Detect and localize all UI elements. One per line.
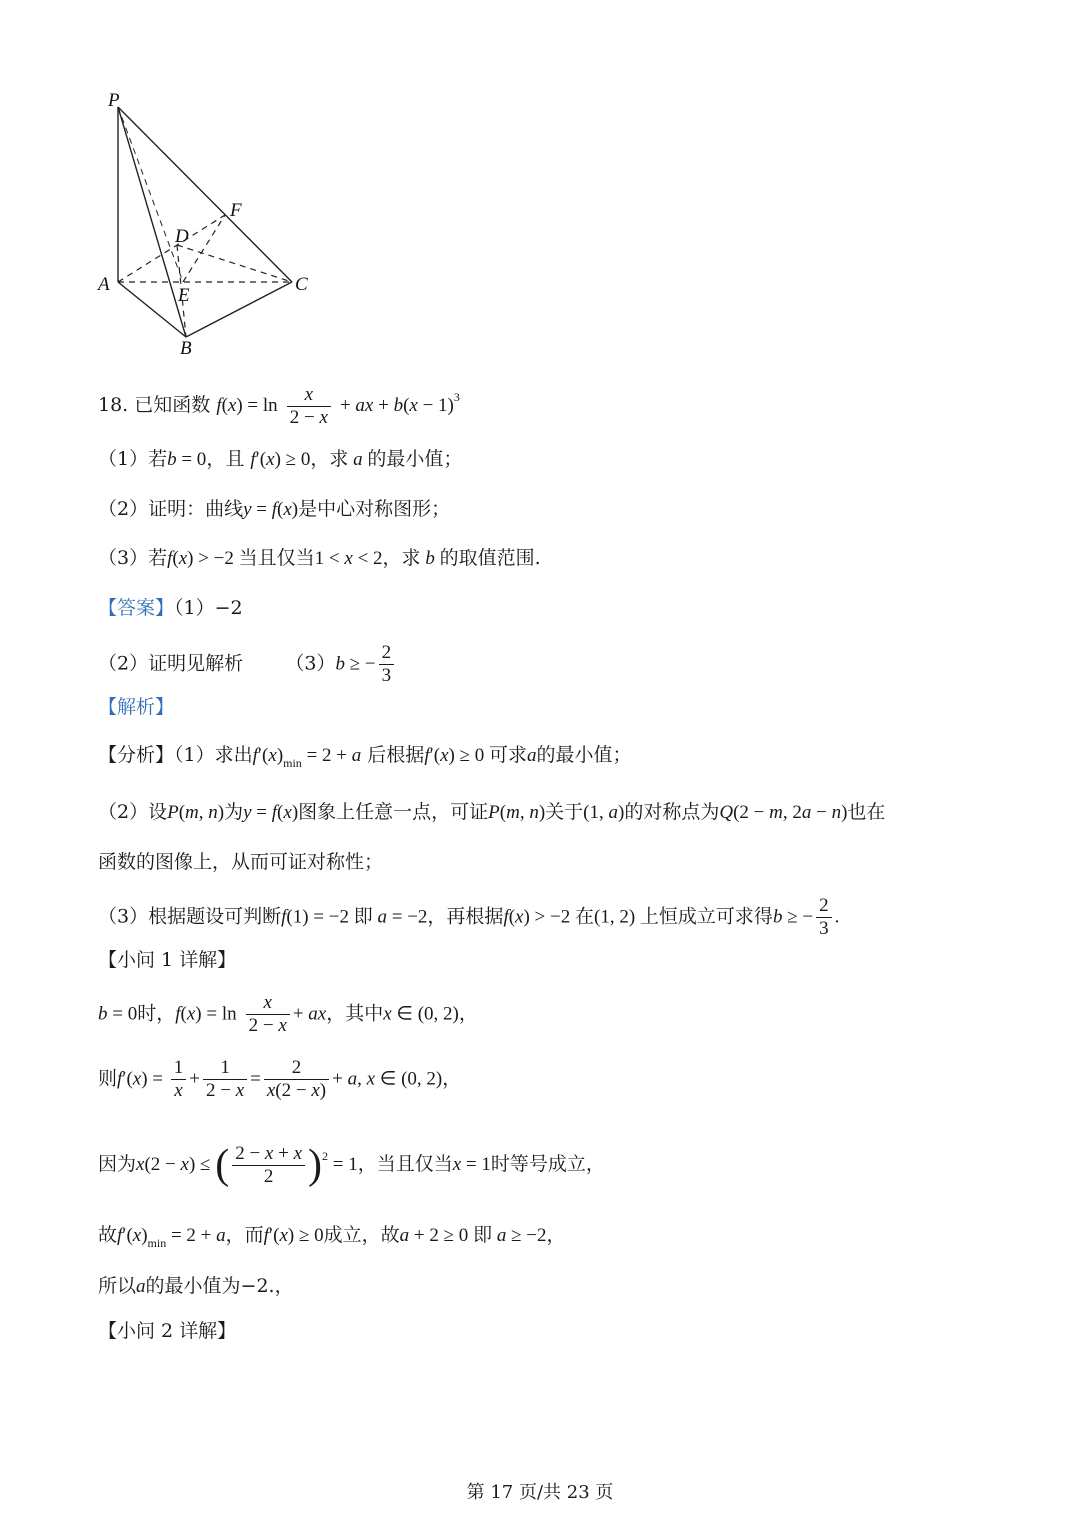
label-F: F bbox=[230, 200, 242, 221]
detail-1-line-2: 则f′(x) = $\frac{1}{x}$ + $\frac{1}{2 - x}$ = $\frac{2}{x(2 - x)}$ + a, x ∈ (0, 2)， bbox=[98, 1057, 462, 1101]
pyramid-figure bbox=[88, 82, 348, 372]
question-2: （2）证明：曲线y = f(x)是中心对称图形； bbox=[98, 498, 451, 520]
detail-1-line-4: 故$f'(x)_{min} = 2 + a$，而f′(x) ≥ 0成立，故a + 2 ≥ 0 即 a ≥ −2， bbox=[98, 1224, 566, 1250]
analysis-point-2: （2）设P(m, n)为y = f(x)图象上任意一点，可证P(m, n)关于(1, a)的对称点为Q(2 − m, 2a − n)也在 bbox=[98, 801, 886, 823]
edge-BC bbox=[186, 282, 292, 337]
label-A: A bbox=[98, 274, 110, 295]
analysis-tag: 【解析】 bbox=[98, 696, 175, 718]
analysis-point-1: 【分析】（1）求出$f'(x)_{min} = 2 + a$ 后根据f′(x) ≥ 0 可求a的最小值； bbox=[98, 744, 632, 770]
detail-2-tag: 【小问 2 详解】 bbox=[98, 1320, 237, 1342]
edge-AF bbox=[118, 215, 225, 282]
analysis-point-3: （3）根据题设可判断f(1) = −2 即 a = −2，再根据f(x) > −2 在(1, 2) 上恒成立可求得b ≥ − $\frac{2}{3}$ . bbox=[98, 895, 840, 939]
detail-1-line-5: 所以a的最小值为−2.， bbox=[98, 1275, 294, 1297]
label-D: D bbox=[175, 226, 189, 247]
analysis-tag-line bbox=[98, 692, 174, 722]
label-B: B bbox=[180, 338, 192, 359]
question-1: （1）若b = 0，且 f′(x) ≥ 0，求 a 的最小值； bbox=[98, 448, 463, 470]
label-C: C bbox=[295, 274, 308, 295]
problem-statement: 18. 已知函数 f(x) = ln $\frac{x}{2 - x}$ + ax + $b(x - 1)^3$ bbox=[98, 383, 460, 428]
edge-DC bbox=[177, 245, 292, 282]
answer-tag: 【答案】 bbox=[98, 597, 175, 619]
question-3: （3）若f(x) > −2 当且仅当1 < x < 2，求 b 的取值范围. bbox=[98, 547, 541, 569]
edge-AB bbox=[118, 282, 186, 337]
label-P: P bbox=[108, 90, 120, 111]
answer-line-1: 【答案】（1）−2 bbox=[98, 597, 243, 619]
detail-1-line-1: b = 0时，f(x) = ln $\frac{x}{2 - x}$ + ax，其中x ∈ (0, 2)， bbox=[98, 992, 478, 1036]
answer-line-2: （2）证明见解析 （3）b ≥ − $\frac{2}{3}$ bbox=[98, 642, 397, 687]
detail-1-tag: 【小问 1 详解】 bbox=[98, 949, 237, 971]
pyramid-diagram bbox=[88, 82, 348, 372]
edge-PE bbox=[118, 107, 183, 282]
detail-1-line-3: 因为x(2 − x) ≤ ( $\frac{2 - x + x}{2}$ )$^2$ = 1，当且仅当x = 1时等号成立， bbox=[98, 1142, 605, 1188]
label-E: E bbox=[178, 285, 190, 306]
analysis-point-2-cont: 函数的图像上，从而可证对称性； bbox=[98, 851, 384, 873]
problem-number: 18. 已知函数 bbox=[98, 394, 211, 416]
page-footer: 第 17 页/共 23 页 bbox=[466, 1482, 614, 1503]
